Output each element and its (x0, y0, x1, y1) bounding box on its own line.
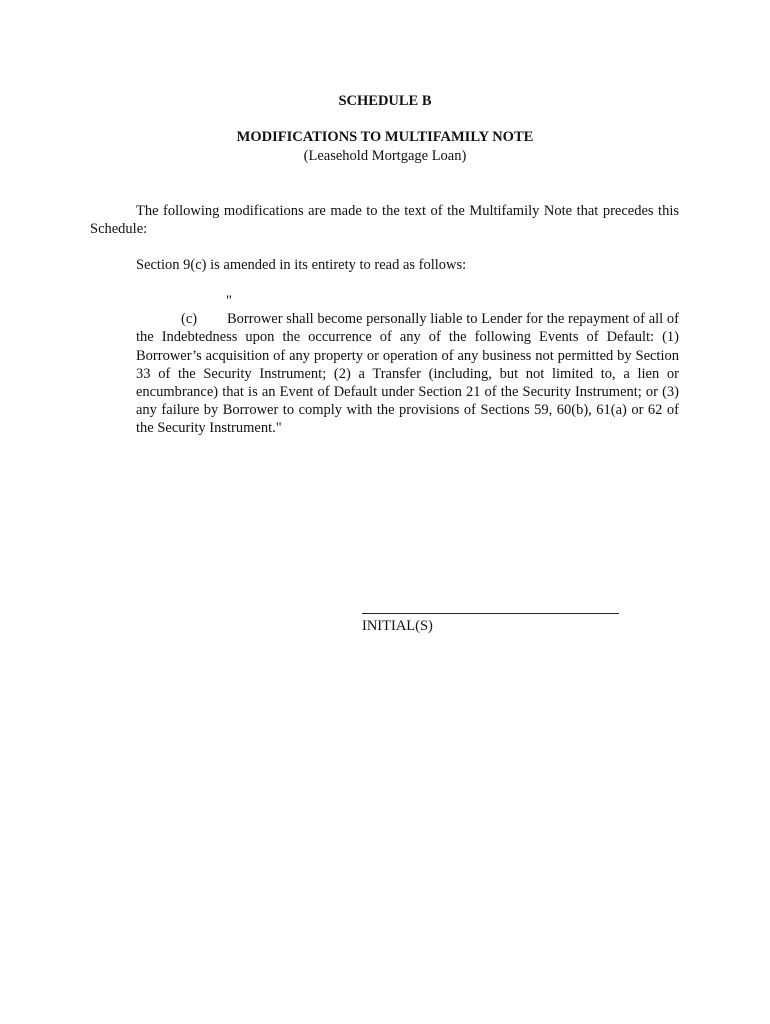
document-subtitle: (Leasehold Mortgage Loan) (303, 148, 467, 164)
quoted-provision (136, 292, 679, 438)
initials-label: INITIAL(S) (362, 618, 433, 634)
quote-label: "(c) (181, 293, 232, 328)
schedule-title: SCHEDULE B (338, 93, 432, 109)
quote-body: Borrower shall become personally liable to Lender for the repayment of all of the Indebtedness upon the occurrence of any of the following Events of Default: (1) Borrower’s acquisition of any property or operation of any business not permitted by Section 33 of the Security Instrument; (2) a Transfer (including, but not limited to, a lien or encumbrance) that is an Event of Default under Section 21 of the Security Instrument; or (3) any failure by Borrower to comply with the provisions of Sections 59, 60(b), 61(a) or 62 of the Security Instrument." (136, 311, 679, 437)
signature-line (362, 613, 619, 614)
intro-paragraph: The following modifications are made to the text of the Multifamily Note that precedes this Schedule: (90, 203, 679, 237)
modifications-title: MODIFICATIONS TO MULTIFAMILY NOTE (236, 129, 534, 145)
section-paragraph: Section 9(c) is amended in its entirety to read as follows: (136, 257, 467, 273)
